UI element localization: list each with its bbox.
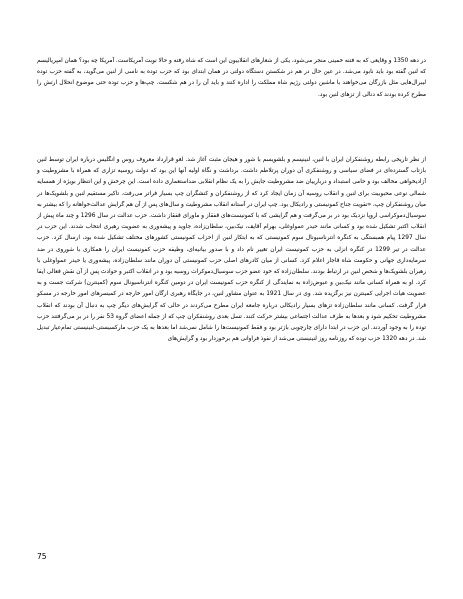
paragraph-1: در دهه 1350 و وقایعی که به فتنه خمینی منجر می‌شود، یکی از شعارهای انقلابیون این است که شاه رفته و حالا نوبت آمریکاست. آمریکا چه بود؟ همان امپریالیسم که لنین گفته بود باید نابود می‌شد. در عین حال در هم در شکستن دستگاه دولتی در همان ابتدای بود که حزب توده به ناسی از لنین می‌گوید، به گفته حزب توده لیبرال‌هایی مثل بازرگان می‌خواهند با ماشین دولتی رژیم شاه مملکت را اداره کنند و باید آن را در هم شکست. چپ‌ها و حزب توده حتی موضوع انحلال ارتش را مطرح کرده بودند که دنالی از تزهای لنین بود. xyxy=(37,58,427,98)
paragraph-2: از نظر تاریخی رابطه روشنفکران ایران با لنین، لنینیسم و بلشویسم با شور و هیجان مثبت آغاز شد. لغو قرارداد معروف روس و انگلیس درباره ایران توسط لنین بازتاب گسترده‌ای در فضای سیاسی و روشنفکری آن دوران پرتلاطم داشت. برداشت و نگاه اولیه آنها این بود که دولت روسیه تزاری که همراه با مشروطیت و آزادیخواهی مخالف بود و حامی استبداد و دربارییان ضد مشروطیت جایش را به یک نظام انقلابی ضداستعماری داده است. این چرخش و این انتظار بویژه از همسایه شمالی نوعی محبوبیت برای لنین و انقلاب روسیه آن زمان ایجاد کرد که از روشنفکران و کنشگران چپ بسیار فراتر می‌رفت. تاکیر مستقیم لنین و بلشویک‌ها در میان روشنفکران چپ، «تقویت جناح کمونیستی و رادیکال بود. چپ ایران در آستانه انقلاب مشروطیت و سال‌های پس از آن هم گرایش عدالت‌خواهانه را که بیشتر به سوسیال‌دموکراسی اروپا نزدیک بود در بر می‌گرفت و هم گرایشی که با کمونیست‌های قفقاز و ماورای قفقاز داشت. حزب عدالت در سال 1296 و چند ماه پیش از انقلاب اکتبر تشکیل شده بود و کسانی مانند حیدر عمواوغلی، بهرام آقایف، نیک‌بین، سلطان‌زاده، جاوید و پیشه‌وری به عضویت رهبری انتخاب شدند. این حزب در سال 1297 پیام همبستگی به کنگره انترناسیونال سوم کمونیستی که به ابتکار لنین از احزاب کمونیستی کشورهای مختلف تشکیل شده بود، ارسال کرد. حزب عدالت در تیر 1299 در کنگره انزلی به حزب کمونیست ایران تغییر نام داد و با صدور بیانیه‌ای، وظیفه حزب کمونیست ایران را همکاری با شوروی در ضد سرمایه‌داری جهانی و حکومت شاه قاجار اعلام کرد. کسانی از میان کادرهای اصلی حزب کمونیستی آن دوران مانند سلطان‌زاده، پیشه‌وری یا حیدر عمواوغلی با رهبران بلشویک‌ها و شخص لنین در ارتباط بودند. سلطان‌زاده که خود عضو حزب سوسیال‌دموکرات روسیه بود و در انقلاب اکتبر و حوادث پس از آن نقش فعالی ایفا کرد. او به همراه کسانی مانند نیک‌بین و عبوض‌زاده به نمایندگی از کنگره حزب کمونیست ایران در دومین کنگره انترناسیونال سوم (کمینترن) شرکت جست و به عضویت هیات اجرایی کمینترن نیز برگزیده شد. وی در سال 1921 به عنوان مشاور لنین، در جایگاه رهبری ارگان امور خارجه در کمیسرهای امور خارجه در مسکو قرار گرفت. کسانی مانند سلطان‌زاده تزهای بسیار رادیکالی درباره جامعه ایران مطرح می‌کردند در حالی که گرایش‌های دیگر چپ به دنبال آن بودند که انقلاب مشروطیت تحکیم شود و بعدها به طرف عدالت اجتماعی بیشتر حرکت کنند. تسل بعدی روشنفکران چپ که از جمله اعضای گروه 53 نفر را در بر می‌گرفتند حزب توده را به وجود آوردند. این حزب در ابتدا دارای چارچوبی بازتر بود و فقط کمونیست‌ها را شامل نمی‌شد اما بعدها به یک حزب مارکسیستی-لنینیستی تمام‌عیار تبدیل شد. در دهه 1320 حزب توده که روزنامه روز لنینیستی می‌شد از نفوذ فراوانی هم برخوردار بود و گرایش‌های xyxy=(37,157,427,343)
page-number: 75 xyxy=(37,552,47,561)
